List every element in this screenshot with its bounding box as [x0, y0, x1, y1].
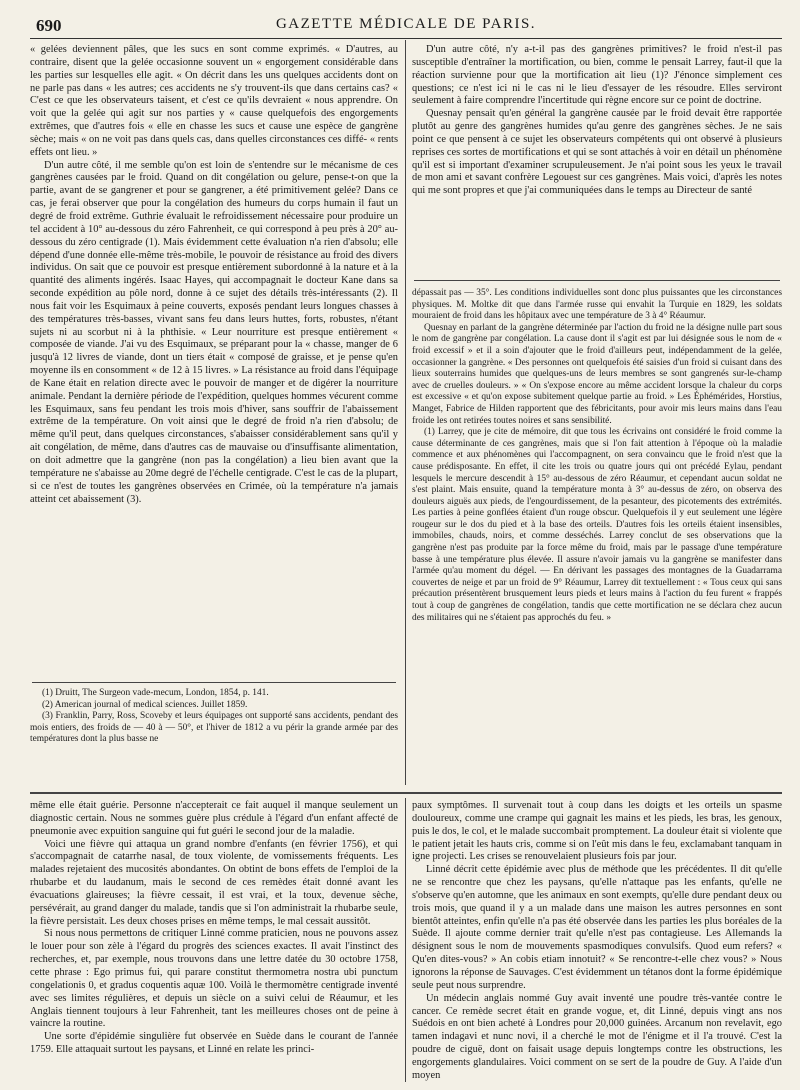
footnote-2: (2) American journal of medical sciences. Juillet 1859.	[42, 699, 248, 710]
section-separator	[30, 792, 782, 794]
footnote-1: (1) Druitt, The Surgeon vade-mecum, London, 1854, p. 141.	[42, 688, 269, 698]
body-paragraph: Une sorte d'épidémie singulière fut observée en Suède dans le courant de l'année 1759. Elle attaquait surtout les paysans, et Linné en relate les princi-	[30, 1031, 398, 1056]
journal-title: GAZETTE MÉDICALE DE PARIS.	[275, 16, 537, 32]
left-column-text	[30, 44, 398, 676]
footnote-separator-right	[414, 280, 780, 281]
body-paragraph: Linné décrit cette épidémie avec plus de méthode que les précédentes. Il dit qu'elle ne se rencontre que chez les paysans, qu'elle n'attaque pas les enfants, qu'elle ne s'observe qu'en automne, que les animaux en sont exempts, qu'elle dure pendant deux ou trois mois, que quand il y a un malade dans une maison les autres personnes en sont bientôt atteintes, enfin qu'elle n'a pas été observée dans les parties les plus boréales de la Suède. Il ajoute comme dernier trait qu'elle n'est pas contagieuse. Les Allemands la désignent sous le nom de mouvements spasmodiques convulsifs. Quod eum refers? « Qu'en dites-vous? » An cobis etiam innotuit? « Se rencontre-t-elle chez vous? » Nous ignorons la réponse de Sauvages. C'est évidemment un tétanos dont la forme épidémique seule peut nous surprendre.	[412, 864, 782, 991]
body-paragraph: Si nous nous permettons de critiquer Linné comme praticien, nous ne pouvons assez le louer pour son zèle à l'égard du progrès des sciences exactes. Il avait l'instinct des recherches, et, par exemple, nous trouvons dans une lettre datée du 30 octobre 1758, cette phrase : Ego primus fui, qui parare constitut thermometra nostra ubi punctum congelationis 0, et gradus coquentis aquæ 100. Voilà le thermomètre centigrade inventé avec ses limites régulières, et depuis un siècle on a suivi celui de Réaumur, et les Anglais tiennent toujours à leur Fahrenheit, tant les meilleures choses ont de peine à vaincre la routine.	[30, 928, 398, 1030]
bottom-left-column	[30, 800, 398, 1084]
page-header	[30, 12, 782, 39]
footnote-separator-left	[32, 682, 396, 683]
footnote-continuation: dépassait pas — 35°. Les conditions individuelles sont donc plus puissantes que les circonstances physiques. M. Moltke dit que dans l'armée russe qui envahit la Turquie en 1829, les soldats mouraient de froid dans les hôpitaux avec une température de 3 à 4° Réaumur.	[412, 288, 782, 322]
footnote-paragraph: Quesnay en parlant de la gangrène déterminée par l'action du froid ne la désigne nulle part sous le nom de gangrène par congélation. La cause dont il s'agit est par lui désignée sous le nom de « froid excessif » et il a soin d'ajouter que le froid d'ailleurs peut, indépendamment de la gelée, occasionner la gangrène. « Des personnes ont quelquefois été saisies d'un froid si cuisant dans des lieux souterrains humides que quelques-uns de leurs membres se sont gangrenés sur-le-champ avec de cruelles douleurs. » « On s'expose encore au même accident lorsque la chaleur du corps est excessive « et qu'on expose subitement quelque partie au froid. » Les Éphémérides, Horstius, Manget, Fabrice de Hilden rapportent que des fébricitants, pour avoir mis leurs mains dans l'eau froide les ont retirées toutes noires et sans sensibilité.	[412, 322, 782, 426]
body-paragraph: D'un autre côté, n'y a-t-il pas des gangrènes primitives? le froid n'est-il pas susceptible d'entraîner la mortification, ou bien, comme le pensait Larrey, faut-il que la réaction survienne pour que la mortification ait lieu (1)? J'énonce simplement ces questions; ce n'est ici ni le cas ni le lieu d'essayer de les résoudre. Elles serviront seulement à faire comprendre l'incertitude qui règne encore sur ce point de doctrine.	[412, 44, 782, 107]
footnote-larrey: (1) Larrey, que je cite de mémoire, dit que tous les écrivains ont considéré le froid comme la cause déterminante de ces gangrènes, mais que si l'on fait attention à l'époque où la maladie commence et aux phénomènes qui l'accompagnent, on sera convaincu que le froid n'est que la cause prédisposante. En effet, il cite les trois ou quatre jours qui ont précédé Eylau, pendant lesquels le mercure descendit à 15° au-dessous de zéro Réaumur, et cependant aucun soldat ne s'est plaint. Mais ensuite, quand la température monta à 3° au-dessus de zéro, on observa des douleurs aiguës aux pieds, de l'engourdissement, de la pesanteur, des picotements des extrémités. Les parties à peine gonflées étaient d'un rouge obscur. Quelquefois il y eut seulement une légère rougeur sur le dos du pied et à la base des orteils. D'autres fois les orteils étaient insensibles, immobiles, chauds, noirs, et comme desséchés. Larrey conclut de ses observations que la gangrène n'est pas produite par la force même du froid, mais par le passage d'une température basse à une température plus élevée. Il assure n'avoir jamais vu la gangrène se manifester dans l'armée qu'au moment du dégel. — En dérivant les passages des montagnes de la Guadarrama couvertes de neige et par un froid de 9° Réaumur, Larrey dit textuellement : « Tous ceux qui sans précaution présentèrent brusquement leurs pieds et leurs mains à l'action du feu furent « frappés tout à coup de gangrènes de congélation, tandis que cette mortification ne se déclara chez aucun des militaires qui ne s'étaient pas approchés du feu. »	[412, 427, 782, 623]
body-paragraph: Quesnay pensait qu'en général la gangrène causée par le froid devait être rapportée plutôt au genre des gangrènes humides qu'au genre des gangrènes sèches. Je ne sais point ce que pensent à ce sujet les observateurs compétents qui ont observé à plusieurs reprises ces sortes de mortifications et qui se sont attachés à voir en détail un phénomène qu'il est si important d'examiner scrupuleusement. Je n'ai point sous les yeux le travail de mon ami et savant confrère Legouest sur ces gangrènes. Mais voici, d'après les notes qui me sont propres et que j'ai communiquées dans le temps au Directeur de santé	[412, 108, 782, 197]
footnote-3: (3) Franklin, Parry, Ross, Scoveby et leurs équipages ont supporté sans accidents, pendant des mois entiers, des froids de — 40 à — 50°, et l'hiver de 1812 a vu périr la grande armée par des températures dont la plus basse ne	[30, 711, 398, 745]
page-number: 690	[36, 16, 62, 35]
body-paragraph: même elle était guérie. Personne n'accepterait ce fait auquel il manque seulement un diagnostic certain. Nous ne sommes guère plus crédule à l'égard d'un enfant affecté de pneumonie avec expuition sanguine qui fut guéri le second jour de la maladie.	[30, 800, 398, 837]
body-paragraph: Voici une fièvre qui attaqua un grand nombre d'enfants (en février 1756), et qui s'accompagnait de catarrhe nasal, de toux violente, de vomissements fréquents. Les malades rejetaient des mucosités abondantes. On obtint de bons effets de l'emploi de la rhubarbe et du laudanum, mais le second de ces remèdes était donné avant les évacuations glaireuses; la fièvre cessait, il est vrai, et la toux, devenue sèche, persévérait, au grand danger du malade, tandis que si l'on administrait la rhubarbe seule, la fièvre persistait. Les deux choses prises en même temps, le mal cessait aussitôt.	[30, 838, 398, 927]
quotation-paragraph: « gelées deviennent pâles, que les sucs en sont comme exprimés. « D'autres, au contraire, disent que la gelée occasionne souvent un « engorgement considérable dans les parties sur lesquelles elle agit. « On décrit dans les uns quelques accidents dont on ne parle pas dans « les autres; ces accidents ne s'y trouvent-ils que dans certains cas? « C'est ce que les observateurs taisent, et c'est ce qu'ils devraient « nous apprendre. On voit que la gelée qui agit sur nos parties y « cause quelquefois des engorgements extrêmes, que d'autres fois « elle en chasse les sucs et cause une espèce de gangrène sèche; mais « on ne voit pas dans quels cas, dans quelles circonstances ces diffé- « rents effets ont lieu. »	[30, 44, 398, 158]
column-divider-bottom	[405, 798, 406, 1082]
body-paragraph: Un médecin anglais nommé Guy avait inventé une poudre très-vantée contre le cancer. Ce remède secret était en grande vogue, et, dit Linné, depuis vingt ans nos Suédois en ont bien acheté à Londres pour 20,000 guinées. Arcanum non revelavit, ego tamen indagavi et nunc novi, il a cherché le mot de l'énigme et il l'a trouvé. C'est la poudre de ciguë, dont on faisait usage depuis longtemps contre les obstructions, les engorgements glandulaires. Voici comment on se sert de la poudre de Guy. A l'aide d'un moyen	[412, 992, 782, 1081]
right-column-text	[412, 44, 782, 272]
right-footnotes	[412, 288, 782, 784]
column-divider-top	[405, 40, 406, 785]
left-footnotes	[30, 688, 398, 784]
body-paragraph: D'un autre côté, il me semble qu'on est loin de s'entendre sur le mécanisme de ces gangrènes causées par le froid. Quand on dit congélation ou gelure, pense-t-on que la partie, avant de se gangrener et pour se gangrener, a été primitivement gelée? Dans ce cas, je ferai observer que pour la congélation des humeurs du corps humain il faut un degré de froid extrême. Guthrie évaluait le refroidissement nécessaire pour produire un tel accident à 10° au-dessous du zéro Fahrenheit, ce qui correspond à peu près à 20° au-dessous du zéro centigrade (1). Mais évidemment cette évaluation n'a rien d'absolu; elle dépend d'une donnée elle-même très-mobile, le pouvoir de résistance au froid des divers individus. On sait que ce pouvoir est presque entièrement subordonné à la nature et à la quantité des aliments ingérés. Isaac Hayes, qui accompagnait le docteur Kane dans sa seconde expédition au pôle nord, donne à ce sujet des détails très-intéressants (2). Il nous fait voir les Esquimaux à peine couverts, exposés pendant leurs longues chasses à des températures très-basses, vivant sans feu dans leurs huttes, forts, robustes, n'étant sujets ni au scorbut ni à la phthisie. « Leur nourriture est presque entièrement « composée de viande. J'ai vu des Esquimaux, se préparant pour la « chasse, manger de 6 jusqu'à 12 livres de viande, dont un tiers était « composé de graisse, et je pense qu'en moyenne ils en consomment « de 12 à 15 livres. » La résistance au froid dans l'équipage de Kane était en relation directe avec le pouvoir de manger et de digérer la nourriture animale. Pendant la dernière période de l'expédition, quelques hommes vécurent comme les Esquimaux, sans feu pendant les trois mois d'hiver, sans souffrir de l'abaissement extrême de la température. On voit ainsi que le degré de froid n'a rien d'absolu; de même qu'il peut, dans quelques circonstances, s'abaisser considérablement sans qu'il y ait congélation, de même, dans d'autres cas de mauvaise ou d'insuffisante alimentation, on doit admettre que la gangrène (non pas la congélation) a lieu bien avant que la température ne s'abaisse au 20me degré de l'échelle centigrade. C'est le cas de la plupart, si ce n'est de toutes les gangrènes observées en Crimée, où la température n'a jamais atteint cet abaissement (3).	[30, 159, 398, 505]
bottom-right-column	[412, 800, 782, 1084]
body-paragraph: paux symptômes. Il survenait tout à coup dans les doigts et les orteils un spasme douloureux, comme une crampe qui gagnait les mains et les pieds, les bras, les genoux, puis le dos, le col, et le malade succombait promptement. La douleur était si violente que le patient jetait les hauts cris, comme si on l'eût mis dans le feu, exclamabant tanquam in igne projecti. Les crises se renouvelaient plusieurs fois par jour.	[412, 800, 782, 863]
